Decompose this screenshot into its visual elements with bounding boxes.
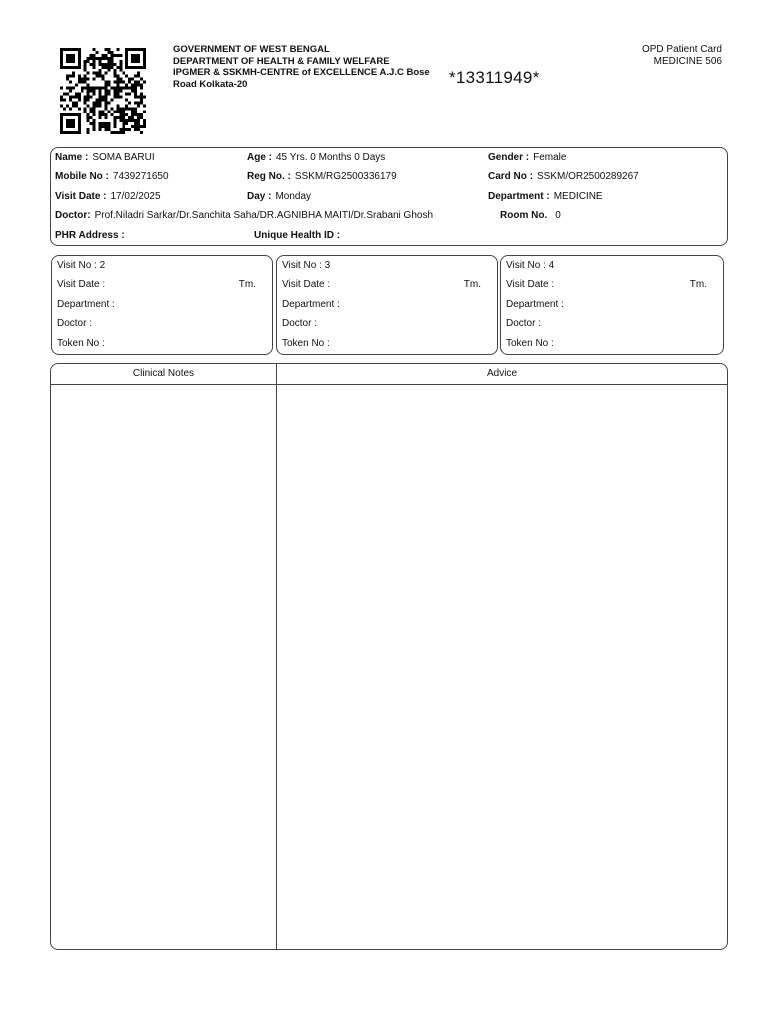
age-field: Age : 45 Yrs. 0 Months 0 Days xyxy=(247,152,386,163)
gov-line: DEPARTMENT OF HEALTH & FAMILY WELFARE xyxy=(173,55,390,67)
name-field: Name : SOMA BARUI xyxy=(55,152,155,163)
visit-department: Department : xyxy=(57,299,115,310)
doctor-field: Doctor: Prof.Niladri Sarkar/Dr.Sanchita Saha/DR.AGNIBHA MAITI/Dr.Srabani Ghosh xyxy=(55,210,434,221)
gov-line: IPGMER & SSKMH-CENTRE of EXCELLENCE A.J.C Bose xyxy=(173,67,430,78)
card-unit: MEDICINE 506 xyxy=(653,56,722,67)
gov-line: GOVERNMENT OF WEST BENGAL xyxy=(173,44,330,55)
visit-no: Visit No : 4 xyxy=(506,260,555,271)
visit-box xyxy=(276,255,498,355)
visit-doctor: Doctor : xyxy=(282,318,318,329)
visit-token: Token No : xyxy=(57,338,105,349)
card-no-field: Card No : SSKM/OR2500289267 xyxy=(488,171,639,182)
visit-box xyxy=(51,255,273,355)
notes-divider xyxy=(276,364,277,949)
visit-department: Department : xyxy=(506,299,564,310)
government-header xyxy=(173,44,443,90)
phr-address-field: PHR Address : xyxy=(55,230,125,241)
notes-box xyxy=(50,363,728,950)
patient-info-box xyxy=(50,147,728,246)
barcode-number: *13311949* xyxy=(449,68,540,87)
mobile-field: Mobile No : 7439271650 xyxy=(55,171,169,182)
unique-health-id-field: Unique Health ID : xyxy=(254,230,341,241)
visit-box xyxy=(500,255,724,355)
visit-token: Token No : xyxy=(282,338,330,349)
department-field: Department : MEDICINE xyxy=(488,191,603,202)
visit-doctor: Doctor : xyxy=(57,318,93,329)
visit-department: Department : xyxy=(282,299,340,310)
visit-date: Visit Date : xyxy=(282,279,331,290)
advice-header: Advice xyxy=(486,368,517,379)
visit-date: Visit Date : xyxy=(506,279,555,290)
visit-time: Tm. xyxy=(689,279,707,290)
gov-line: Road Kolkata-20 xyxy=(173,78,248,90)
card-title: OPD Patient Card xyxy=(641,44,722,55)
day-field: Day : Monday xyxy=(247,191,312,202)
room-field: Room No. 0 xyxy=(500,210,561,221)
visit-time: Tm. xyxy=(238,279,256,290)
visit-no: Visit No : 3 xyxy=(282,260,331,271)
reg-field: Reg No. : SSKM/RG2500336179 xyxy=(247,171,397,182)
card-type xyxy=(642,44,722,68)
visit-time: Tm. xyxy=(463,279,481,290)
clinical-notes-header: Clinical Notes xyxy=(132,368,195,379)
visit-no: Visit No : 2 xyxy=(57,260,106,271)
visit-date: Visit Date : xyxy=(57,279,106,290)
gender-field: Gender : Female xyxy=(488,152,567,163)
visit-date-field: Visit Date : 17/02/2025 xyxy=(55,191,161,202)
qr-code xyxy=(60,48,146,134)
visit-token: Token No : xyxy=(506,338,554,349)
visit-doctor: Doctor : xyxy=(506,318,542,329)
